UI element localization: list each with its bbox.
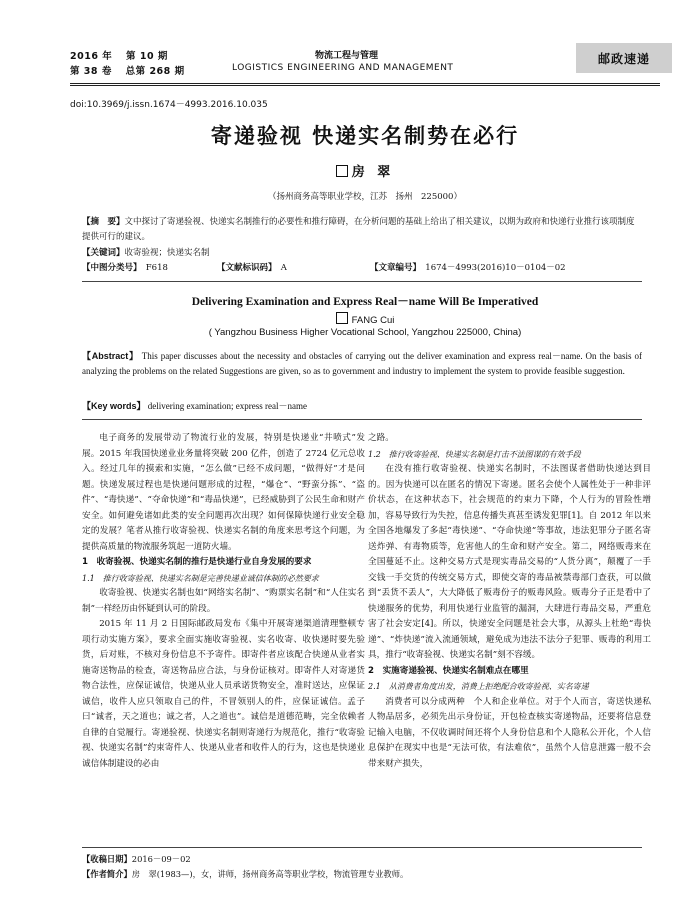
abstract-en	[82, 349, 642, 378]
affiliation-en: ( Yangzhou Business Higher Vocational School, Yangzhou 225000, China)	[208, 327, 522, 338]
clc-number	[82, 261, 168, 273]
running-header	[70, 46, 660, 82]
document-code	[217, 261, 287, 273]
article-title-en: Delivering Examination and Express Real－name Will Be Imperatived	[191, 296, 539, 308]
abstract-zh-text: 文中探讨了寄递验视、快递实名制推行的必要性和推行障碍，在分析问题的基础上给出了相关建议，以期为政府和快递行业推行该项制度提供可行的建议。	[82, 217, 635, 242]
bio-value: 房 翠(1983—)，女，讲师，扬州商务高等职业学校，物流管理专业教师。	[131, 869, 409, 879]
body-paragraph: 消费者可以分成两种 个人和企业单位。对于个人而言，寄送快递私人物品居多，必须先出示身份证，开包检查核实寄递物品，还要将信息登记输入电脑，不仅收调时间还将个人身份信息和个人隐私公开化，个人信息保护在现实中也是“无法可依，有法难依”，虽然个人信息泄露一般不会带来财产损失，	[368, 696, 651, 769]
author-bio	[82, 868, 642, 880]
author-marker-icon	[336, 312, 348, 324]
author-marker-icon	[336, 165, 348, 177]
body-column-right	[368, 431, 651, 772]
clc-value: F618	[145, 263, 168, 273]
body-column-left	[82, 431, 365, 772]
doc-code-label: 【文献标识码】	[217, 263, 273, 273]
volume-info: 第 38 卷 总第 268 期	[70, 66, 185, 77]
keywords-en-text: delivering examination; express real－name	[147, 401, 307, 411]
section-heading-1: 1 收寄验视、快递实名制的推行是快递行业自身发展的要求	[82, 557, 312, 567]
bio-label: 【作者简介】	[82, 869, 132, 879]
article-number	[370, 261, 566, 273]
affiliation-zh: （扬州商务高等职业学校，江苏 扬州 225000）	[268, 192, 462, 202]
section-tag: 邮政速递	[576, 43, 672, 73]
clc-label: 【中图分类号】	[82, 263, 138, 273]
author-name-zh: 房 翠	[351, 165, 395, 180]
author-en	[70, 312, 660, 326]
doi: doi:10.3969/j.issn.1674－4993.2016.10.035	[70, 100, 268, 110]
abstract-en-text: This paper discusses about the necessity and obstacles of carrying out the deliver examination and express real－name. On the basis of analyzing the problems on the related Suggestions are given, so as to government and industry to implement the system to provide feasible suggestion.	[82, 351, 642, 376]
keywords-en-label: 【Key words】	[82, 401, 146, 411]
body-paragraph: 之路。	[368, 433, 394, 443]
keywords-zh-label: 【关键词】	[82, 248, 125, 258]
received-date	[82, 853, 642, 865]
keywords-en	[82, 399, 642, 412]
keywords-zh-text: 收寄验视；快递实名制	[124, 248, 210, 258]
article-title-zh: 寄递验视 快递实名制势在必行	[210, 123, 520, 148]
section-heading-2: 2 实施寄递验视、快递实名制难点在哪里	[368, 665, 529, 676]
article-number-value: 1674－4993(2016)10－0104－02	[425, 263, 566, 273]
keywords-zh	[82, 246, 642, 261]
author-name-en: FANG Cui	[351, 315, 395, 326]
abstract-rule	[82, 419, 642, 420]
received-value: 2016－09－02	[131, 854, 191, 864]
subsection-heading-1-1: 1.1 推行收寄验视、快递实名制是完善快递业诚信体制的必然要求	[82, 573, 319, 583]
body-paragraph: 在没有推行收寄验视、快递实名制时，不法图谋者借助快递达到目的。因为快递可以在匿名的情况下寄递。匿名会使个人属性处于一种非评价状态，在这种状态下，社会规范的约束力下降，个人行为的冒险性增加，容易导致行为失控，信息传播失真甚至诱发犯罪[1]。自 2012 年以来全国各地爆发了多起“毒快递”、“夺命快递”等事故，违法犯罪分子匿名寄送炸弹、有毒物质等，危害他人的生命和财产安全。第二，网络贩毒来在全国蔓延不止。这种交易方式是现实毒品交易的“人货分离”，颠覆了一手交钱一手交货的传统交易方式，即使交寄的毒品被禁毒部门查获，可以做到“丢货不丢人”，大大降低了贩毒份子的贩毒风险。贩毒分子正是看中了快递服务的优势，利用快递行业监管的漏洞，大肆进行毒品交易，严重危害了社会安定[4]。所以，快递安全问题是社会大事，从源头上杜绝“毒快递”、“炸快递”流入流通领域，避免成为违法不法分子犯罪、贩毒的利用工具，推行“收寄验视、快递实名制”刻不容缓。	[368, 464, 651, 660]
journal-title-zh: 物流工程与管理	[315, 51, 379, 61]
header-rule	[70, 83, 660, 84]
abstract-en-label: 【Abstract】	[82, 351, 139, 361]
subsection-heading-1-2: 1.2 推行收寄验视、快递实名制是打击不法图谋的有效手段	[368, 449, 581, 459]
author-zh	[70, 161, 660, 180]
body-paragraph: 2015 年 11 月 2 日国际邮政局发布《集中开展寄递渠道清理整顿专项行动实施方案》，要求全面实施收寄验视、实名收寄、收快递时要先验货，后对账，不核对身份信息不予寄件。即寄件者应该配合快递从业者实施寄送物品的检查，寄送物品应合法，与身份证核对。即寄件人对寄递货物合法性，应保证诚信，快递从业人员承诺货物安全，准时送达，应保证诚信，收件人应只领取自己的件，不冒领别人的件，应保证诚信。孟子曰“诚者，天之道也；诚之者，人之道也”。诚信是道德范畴，完全依赖者自律的自觉履行。寄递验视、快递实名制则寄递行为规范化，推行“收寄验视、快递实名制”约束寄件人、快递从业者和收件人的行为，这也是快递业诚信体制建设的必由	[82, 619, 365, 769]
subsection-heading-2-1: 2.1 从消费者角度出发，消费上拒绝配合收寄验视、实名寄递	[368, 682, 589, 691]
body-paragraph: 电子商务的发展带动了物流行业的发展，特别是快递业“井喷式”发展。2015 年我国快递业业务量将突破 200 亿件，创造了 2724 亿元总收入。经过几年的摸索和实施，“怎么做”已经不成问题，“做得好”才是问题。快递发展过程也是快递问题形成的过程，“爆仓”、“野蛮分拣”、“盗件”、“毒快递”、“夺命快递”和“毒品快递”，已经威胁到了公民生命和财产安全。如何避免诸如此类的安全问题再次出现？如何保障快递行业安全稳定的发展？笔者从推行收寄验视、快递实名制的角度来思考这个问题，为提供高质量的物流服务筑起一道防火墙。	[82, 433, 365, 552]
issue-info: 2016 年 第 10 期	[70, 51, 168, 62]
doc-code-value: A	[280, 263, 287, 273]
journal-title-en: LOGISTICS ENGINEERING AND MANAGEMENT	[232, 63, 454, 73]
body-paragraph: 收寄验视、快递实名制也如“网络实名制”、“购票实名制”和“人住实名制”一样经历由怀疑到认可的阶段。	[82, 588, 365, 614]
footnote-rule	[82, 847, 642, 848]
header-rule-thin	[70, 85, 660, 86]
received-label: 【收稿日期】	[82, 854, 132, 864]
meta-rule	[82, 281, 642, 282]
article-number-label: 【文章编号】	[370, 263, 417, 273]
abstract-zh	[82, 215, 642, 245]
abstract-zh-label: 【摘 要】	[82, 217, 125, 227]
